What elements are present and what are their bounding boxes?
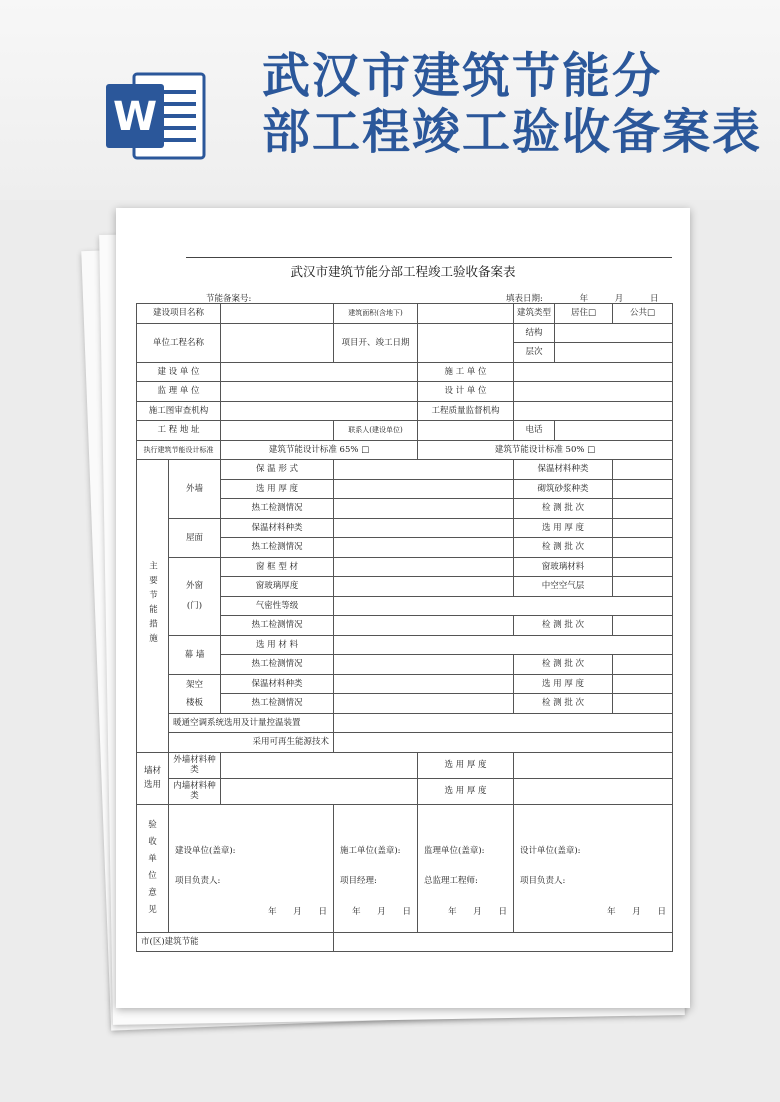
banner-title [262, 48, 762, 160]
field-glass-material[interactable] [613, 557, 673, 577]
top-rule [186, 257, 672, 258]
field-inner-wall-material[interactable] [221, 778, 418, 804]
label-acceptance-opinion: 验收单位意见 [137, 804, 169, 932]
label-district-energy: 市(区)建筑节能 [137, 932, 334, 952]
document-page [116, 208, 690, 1008]
chief-supervisor-label: 总监理工程师: [424, 875, 478, 886]
label-quality-supervision: 工程质量监督机构 [418, 401, 514, 421]
table-row [137, 752, 673, 778]
table-row [137, 518, 673, 538]
field-window-test-batch[interactable] [613, 616, 673, 636]
field-constructor[interactable] [514, 362, 673, 382]
label-test-batch: 检 测 批 次 [514, 616, 613, 636]
signature-supervisor[interactable] [418, 804, 514, 932]
field-builder[interactable] [221, 362, 418, 382]
field-wall-thickness[interactable] [334, 479, 514, 499]
label-select-thickness: 选 用 厚 度 [514, 518, 613, 538]
field-outer-wall-material[interactable] [221, 752, 418, 778]
label-structure: 结构 [514, 323, 555, 343]
field-insulation-form[interactable] [334, 460, 514, 480]
label-test-batch: 检 测 批 次 [514, 499, 613, 519]
signature-date: 年 月 日 [268, 906, 328, 917]
project-manager-label: 项目经理: [340, 875, 377, 886]
label-builder: 建 设 单 位 [137, 362, 221, 382]
label-glass-thickness: 窗玻璃厚度 [221, 577, 334, 597]
project-leader-label: 项目负责人: [520, 875, 566, 886]
label-thermal-test: 热工检测情况 [221, 499, 334, 519]
label-designer: 设 计 单 位 [418, 382, 514, 402]
field-curtain-test-batch[interactable] [613, 655, 673, 675]
label-select-thickness: 选 用 厚 度 [418, 778, 514, 804]
signature-date: 年 月 日 [607, 906, 667, 917]
label-hollow-air: 中空空气层 [514, 577, 613, 597]
label-select-material: 选 用 材 料 [221, 635, 334, 655]
field-quality-supervision[interactable] [514, 401, 673, 421]
label-select-thickness: 选 用 厚 度 [221, 479, 334, 499]
field-address[interactable] [221, 421, 334, 441]
sign-builder-label: 建设单位(盖章): [175, 845, 236, 856]
signature-builder[interactable] [169, 804, 334, 932]
label-building-area: 建筑面积(含地下) [334, 304, 418, 324]
checkbox-standard-50[interactable]: 建筑节能设计标准 50% □ [418, 440, 673, 460]
field-mortar-type[interactable] [613, 479, 673, 499]
banner-title-line2: 部工程竣工验收备案表 [262, 104, 763, 160]
label-thermal-test: 热工检测情况 [221, 538, 334, 558]
label-renewable: 采用可再生能源技术 [169, 733, 334, 753]
label-hvac: 暖通空调系统选用及计量控温装置 [169, 713, 334, 733]
field-floor-test-batch[interactable] [613, 694, 673, 714]
field-floor-thickness[interactable] [613, 674, 673, 694]
label-roof: 屋面 [169, 518, 221, 557]
table-row [137, 674, 673, 694]
label-roof-material: 保温材料种类 [221, 518, 334, 538]
label-test-batch: 检 测 批 次 [514, 655, 613, 675]
label-project-dates: 项目开、竣工日期 [334, 323, 418, 362]
field-curtain-material[interactable] [334, 635, 673, 655]
record-number-label: 节能备案号: [206, 294, 252, 304]
table-row [137, 778, 673, 804]
label-glass-material: 窗玻璃材料 [514, 557, 613, 577]
field-curtain-thermal-test[interactable] [334, 655, 514, 675]
field-frame-material[interactable] [334, 557, 514, 577]
table-row [137, 557, 673, 577]
project-leader-label: 项目负责人: [175, 875, 221, 886]
table-row [137, 304, 673, 324]
field-project-dates[interactable] [418, 323, 514, 362]
field-designer[interactable] [514, 382, 673, 402]
field-renewable[interactable] [334, 733, 673, 753]
field-roof-thickness[interactable] [613, 518, 673, 538]
field-hvac[interactable] [334, 713, 673, 733]
label-mortar-type: 砌筑砂浆种类 [514, 479, 613, 499]
label-floors: 层次 [514, 343, 555, 363]
fill-date-month: 月 [614, 294, 624, 304]
fill-date-year: 年 [579, 294, 589, 304]
signature-date: 年 月 日 [448, 906, 508, 917]
table-row [137, 362, 673, 382]
label-inner-wall-material: 内墙材料种类 [169, 778, 221, 804]
field-wall-test-batch[interactable] [613, 499, 673, 519]
table-row [137, 323, 673, 343]
field-inner-wall-thickness[interactable] [514, 778, 673, 804]
label-standard: 执行建筑节能设计标准 [137, 440, 221, 460]
table-row [137, 421, 673, 441]
label-contact: 联系人(建设单位) [334, 421, 418, 441]
signature-date: 年 月 日 [352, 906, 412, 917]
checkbox-residential[interactable]: 居住□ [555, 304, 613, 324]
signature-constructor[interactable] [334, 804, 418, 932]
fill-date-day: 日 [650, 294, 659, 304]
field-floor-material[interactable] [334, 674, 514, 694]
sign-designer-label: 设计单位(盖章): [520, 845, 581, 856]
label-wall-material-select: 墙材选用 [137, 752, 169, 804]
sign-supervisor-label: 监理单位(盖章): [424, 845, 485, 856]
word-icon [104, 70, 208, 162]
field-roof-thermal-test[interactable] [334, 538, 514, 558]
sign-constructor-label: 施工单位(盖章): [340, 845, 401, 856]
label-insulation-material: 保温材料种类 [221, 674, 334, 694]
label-main-measures: 主要节能措施 [137, 460, 169, 753]
record-form-table [136, 303, 673, 952]
label-outer-wall-material: 外墙材料种类 [169, 752, 221, 778]
field-window-thermal-test[interactable] [334, 616, 514, 636]
label-curtain-wall: 幕 墙 [169, 635, 221, 674]
table-row [137, 440, 673, 460]
field-wall-thermal-test[interactable] [334, 499, 514, 519]
field-insulation-material[interactable] [613, 460, 673, 480]
document-title: 武汉市建筑节能分部工程竣工验收备案表 [290, 264, 516, 279]
label-phone: 电话 [514, 421, 555, 441]
checkbox-standard-65[interactable]: 建筑节能设计标准 65% □ [221, 440, 418, 460]
label-project-name: 建设项目名称 [137, 304, 221, 324]
field-project-name[interactable] [221, 304, 334, 324]
banner-title-line1: 武汉市建筑节能分 [262, 48, 663, 104]
label-drawing-review: 施工图审查机构 [137, 401, 221, 421]
banner [0, 0, 780, 200]
table-row [137, 804, 673, 932]
field-supervisor[interactable] [221, 382, 418, 402]
label-outer-window: 外窗(门) [169, 557, 221, 635]
field-contact[interactable] [418, 421, 514, 441]
table-row [137, 401, 673, 421]
field-hollow-air[interactable] [613, 577, 673, 597]
label-test-batch: 检 测 批 次 [514, 694, 613, 714]
label-select-thickness: 选 用 厚 度 [418, 752, 514, 778]
field-phone[interactable] [555, 421, 673, 441]
label-outer-wall: 外墙 [169, 460, 221, 519]
field-floor-thermal-test[interactable] [334, 694, 514, 714]
word-icon-letter: W [112, 94, 158, 140]
label-building-type: 建筑类型 [514, 304, 555, 324]
label-thermal-test: 热工检测情况 [221, 694, 334, 714]
field-roof-material[interactable] [334, 518, 514, 538]
label-test-batch: 检 测 批 次 [514, 538, 613, 558]
table-row [137, 382, 673, 402]
label-address: 工 程 地 址 [137, 421, 221, 441]
field-roof-test-batch[interactable] [613, 538, 673, 558]
field-district-energy[interactable] [334, 932, 673, 952]
field-floors[interactable] [555, 343, 673, 363]
checkbox-public[interactable]: 公共□ [613, 304, 673, 324]
table-row [137, 635, 673, 655]
table-row [137, 460, 673, 480]
label-select-thickness: 选 用 厚 度 [514, 674, 613, 694]
field-drawing-review[interactable] [221, 401, 418, 421]
label-insulation-form: 保 温 形 式 [221, 460, 334, 480]
label-thermal-test: 热工检测情况 [221, 616, 334, 636]
field-glass-thickness[interactable] [334, 577, 514, 597]
fill-date-label: 填表日期: [506, 294, 543, 304]
field-structure[interactable] [555, 323, 673, 343]
label-unit-project-name: 单位工程名称 [137, 323, 221, 362]
label-constructor: 施 工 单 位 [418, 362, 514, 382]
label-insulation-material: 保温材料种类 [514, 460, 613, 480]
table-row [137, 733, 673, 753]
label-frame-material: 窗 框 型 材 [221, 557, 334, 577]
table-row [137, 713, 673, 733]
table-row [137, 932, 673, 952]
signature-designer[interactable] [514, 804, 673, 932]
label-overhead-floor: 架空楼板 [169, 674, 221, 713]
field-building-area[interactable] [418, 304, 514, 324]
label-air-tightness: 气密性等级 [221, 596, 334, 616]
label-supervisor: 监 理 单 位 [137, 382, 221, 402]
field-air-tightness[interactable] [334, 596, 673, 616]
label-thermal-test: 热工检测情况 [221, 655, 334, 675]
field-unit-project-name[interactable] [221, 323, 334, 362]
field-outer-wall-thickness[interactable] [514, 752, 673, 778]
